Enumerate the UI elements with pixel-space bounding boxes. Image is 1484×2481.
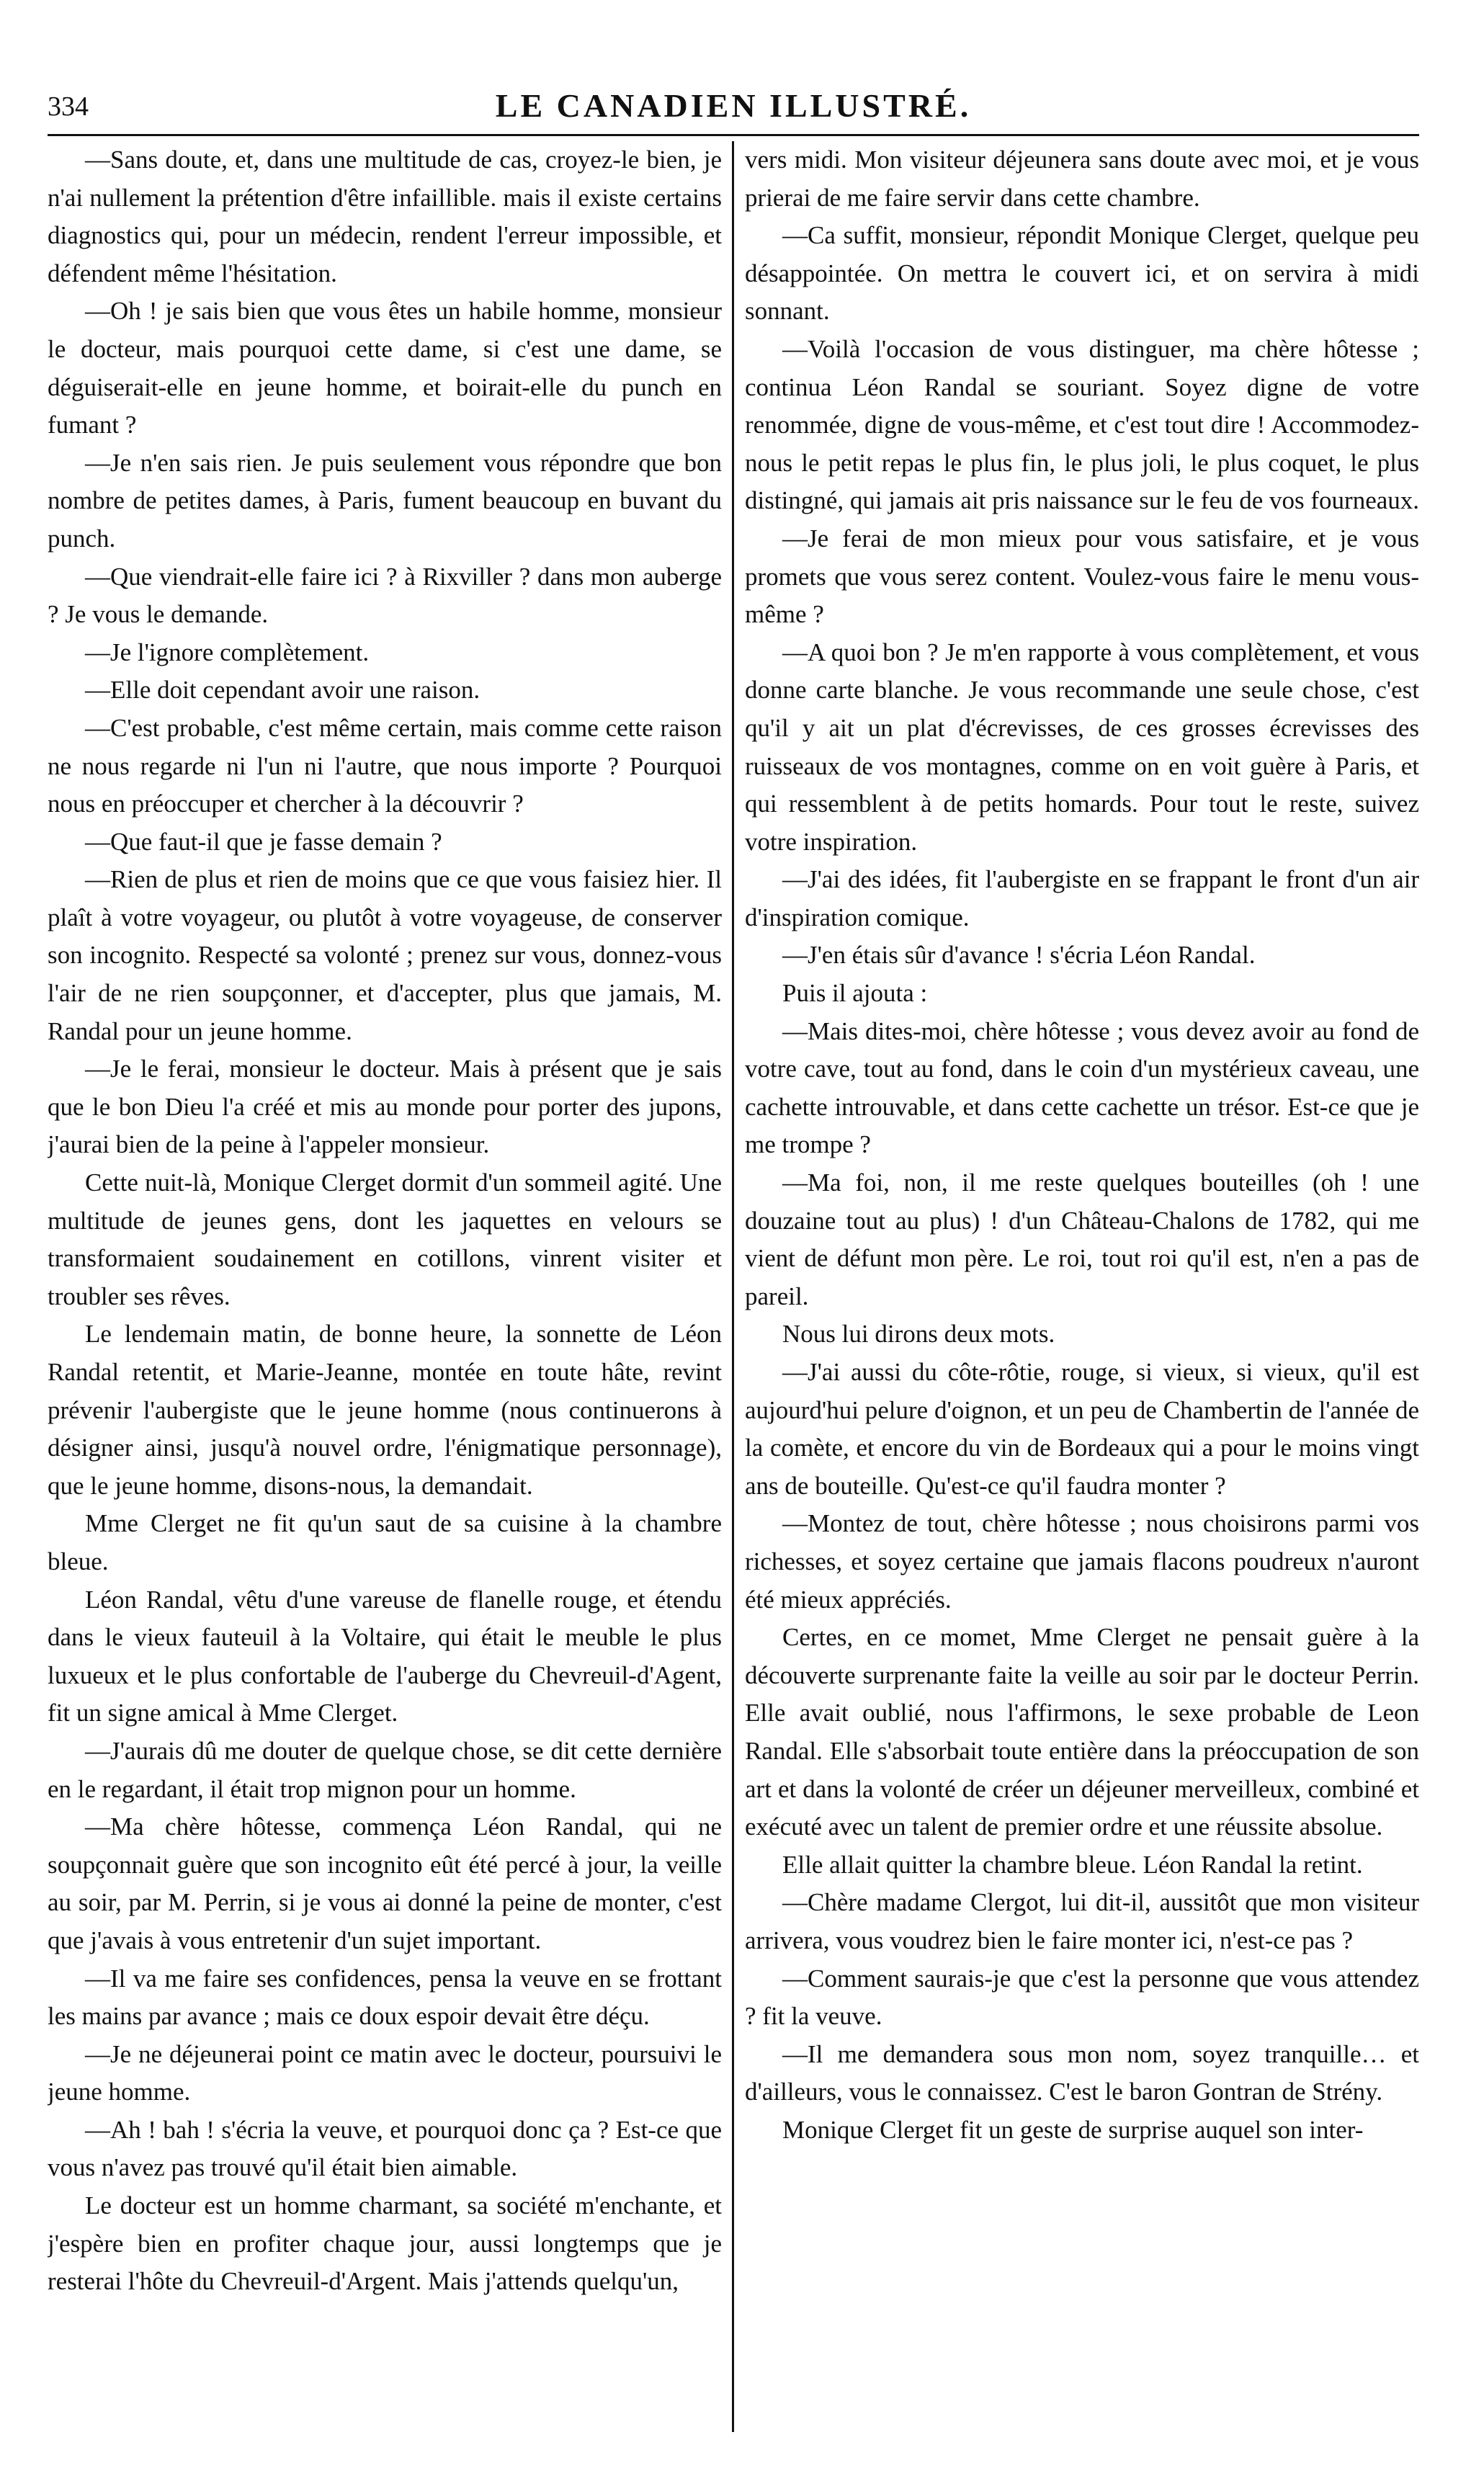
page-header	[48, 72, 1419, 137]
paragraph: Nous lui dirons deux mots.	[782, 1320, 1055, 1349]
paragraph: —Rien de plus et rien de moins que ce que vous faisiez hier. Il plaît à votre voyageur, ou plutôt à votre voyageuse, de conserver son incognito. Respecté sa volonté ; prenez sur vous, donnez-vous l'air de ne rien soupçonner, et d'accepter, plus que jamais, M. Randal pour un jeune homme.	[48, 865, 722, 1045]
paragraph: —J'ai aussi du côte-rôtie, rouge, si vieux, si vieux, qu'il est aujourd'hui pelure d'oignon, et un peu de Chambertin de l'année de la comète, et encore du vin de Bordeaux qui a pour le moins vingt ans de bouteille. Qu'est-ce qu'il faudra monter ?	[745, 1358, 1419, 1500]
header-rule	[48, 134, 1419, 136]
paragraph: —Que faut-il que je fasse demain ?	[85, 827, 442, 856]
paragraph: —Mais dites-moi, chère hôtesse ; vous devez avoir au fond de votre cave, tout au fond, dans le coin d'un mystérieux caveau, une cachette introuvable, et dans cette cachette un trésor. Est-ce que je me trompe ?	[745, 1016, 1419, 1159]
paragraph: —Voilà l'occasion de vous distinguer, ma chère hôtesse ; continua Léon Randal se souriant. Soyez digne de votre renommée, digne de vous-même, et c'est tout dire ! Accommodez-nous le petit repas le plus fin, le plus joli, le plus coquet, le plus distingné, qui jamais ait pris naissance sur le feu de vos fourneaux.	[745, 334, 1419, 515]
paragraph: —Il va me faire ses confidences, pensa la veuve en se frottant les mains par avance ; mais ce doux espoir devait être déçu.	[48, 1964, 722, 2031]
paragraph: —C'est probable, c'est même certain, mais comme cette raison ne nous regarde ni l'un ni l'autre, que nous importe ? Pourquoi nous en préoccuper et chercher à la découvrir ?	[48, 713, 722, 818]
paragraph: —Ca suffit, monsieur, répondit Monique Clerget, quelque peu désappointée. On mettra le couvert ici, et on servira à midi sonnant.	[745, 221, 1419, 326]
paragraph: Elle allait quitter la chambre bleue. Léon Randal la retint.	[782, 1850, 1363, 1879]
paragraph: —Montez de tout, chère hôtesse ; nous choisirons parmi vos richesses, et soyez certaine que jamais flacons poudreux n'auront été mieux appréciés.	[745, 1509, 1419, 1614]
paragraph: —Chère madame Clergot, lui dit-il, aussitôt que mon visiteur arrivera, vous voudrez bien le faire monter ici, n'est-ce pas ?	[745, 1888, 1419, 1954]
right-column	[745, 141, 1419, 2432]
paragraph: —J'ai des idées, fit l'aubergiste en se frappant le front d'un air d'inspiration comique.	[745, 865, 1419, 931]
paragraph: —J'en étais sûr d'avance ! s'écria Léon Randal.	[782, 941, 1256, 970]
paragraph: —Je le ferai, monsieur le docteur. Mais à présent que je sais que le bon Dieu l'a créé et mis au monde pour porter des jupons, j'aurai bien de la peine à l'appeler monsieur.	[48, 1055, 722, 1159]
paragraph: Mme Clerget ne fit qu'un saut de sa cuisine à la chambre bleue.	[48, 1509, 722, 1575]
paragraph: —Je l'ignore complètement.	[85, 638, 370, 666]
paragraph: —Elle doit cependant avoir une raison.	[85, 676, 480, 705]
paragraph: —Sans doute, et, dans une multitude de cas, croyez-le bien, je n'ai nullement la prétention d'être infaillible. mais il existe certains diagnostics qui, pour un médecin, rendent l'erreur impossible, et défendent même l'hésitation.	[48, 146, 722, 287]
paragraph: —Comment saurais-je que c'est la personne que vous attendez ? fit la veuve.	[745, 1964, 1419, 2031]
paragraph: —A quoi bon ? Je m'en rapporte à vous complètement, et vous donne carte blanche. Je vous recommande une seule chose, c'est qu'il y ait un plat d'écrevisses, de ces grosses écrevisses des ruisseaux de vos montagnes, comme on en voit guère à Paris, et qui ressemblent à de petits homards. Pour tout le reste, suivez votre inspiration.	[745, 638, 1419, 856]
paragraph: Le docteur est un homme charmant, sa société m'enchante, et j'espère bien en profiter chaque jour, aussi longtemps que je resterai l'hôte du Chevreuil-d'Argent. Mais j'attends quelqu'un,	[48, 2191, 722, 2296]
paragraph: Le lendemain matin, de bonne heure, la sonnette de Léon Randal retentit, et Marie-Jeanne, montée en toute hâte, revint prévenir l'aubergiste que le jeune homme (nous continuerons à désigner ainsi, jusqu'à nouvel ordre, l'énigmatique personnage), que le jeune homme, disons-nous, la demandait.	[48, 1320, 722, 1500]
paragraph: —Je ne déjeunerai point ce matin avec le docteur, poursuivi le jeune homme.	[48, 2039, 722, 2106]
paragraph: Cette nuit-là, Monique Clerget dormit d'un sommeil agité. Une multitude de jeunes gens, dont les jaquettes en velours se transformaient soudainement en cotillons, vinrent visiter et troubler ses rêves.	[48, 1168, 722, 1310]
paragraph: Léon Randal, vêtu d'une vareuse de flanelle rouge, et étendu dans le vieux fauteuil à la Voltaire, qui était le meuble le plus luxueux et le plus confortable de l'auberge du Chevreuil-d'Agent, fit un signe amical à Mme Clerget.	[48, 1585, 722, 1727]
paragraph: —Je ferai de mon mieux pour vous satisfaire, et je vous promets que vous serez content. Voulez-vous faire le menu vous-même ?	[745, 524, 1419, 629]
column-divider	[732, 141, 734, 2432]
paragraph: —Il me demandera sous mon nom, soyez tranquille… et d'ailleurs, vous le connaissez. C'est le baron Gontran de Strény.	[745, 2039, 1419, 2106]
paragraph: —Ah ! bah ! s'écria la veuve, et pourquoi donc ça ? Est-ce que vous n'avez pas trouvé qu'il était bien aimable.	[48, 2115, 722, 2182]
paragraph: —Oh ! je sais bien que vous êtes un habile homme, monsieur le docteur, mais pourquoi cette dame, si c'est une dame, se déguiserait-elle en jeune homme, et boirait-elle du punch en fumant ?	[48, 297, 722, 439]
paragraph: —Je n'en sais rien. Je puis seulement vous répondre que bon nombre de petites dames, à Paris, fument beaucoup en buvant du punch.	[48, 448, 722, 553]
paragraph: —Ma foi, non, il me reste quelques bouteilles (oh ! une douzaine tout au plus) ! d'un Château-Chalons de 1782, qui me vient de défunt mon père. Le roi, tout roi qu'il est, n'en a pas de pareil.	[745, 1168, 1419, 1310]
paragraph: vers midi. Mon visiteur déjeunera sans doute avec moi, et je vous prierai de me faire servir dans cette chambre.	[745, 146, 1419, 212]
journal-title: LE CANADIEN ILLUSTRÉ.	[495, 87, 972, 124]
paragraph: —J'aurais dû me douter de quelque chose, se dit cette dernière en le regardant, il était trop mignon pour un homme.	[48, 1736, 722, 1803]
page-number: 334	[48, 91, 89, 122]
paragraph: Puis il ajouta :	[782, 979, 928, 1008]
paragraph: —Ma chère hôtesse, commença Léon Randal, qui ne soupçonnait guère que son incognito eût été percé à jour, la veille au soir, par M. Perrin, si je vous ai donné la peine de monter, c'est que j'avais à vous entretenir d'un sujet important.	[48, 1812, 722, 1954]
paragraph: Certes, en ce momet, Mme Clerget ne pensait guère à la découverte surprenante faite la veille au soir par le docteur Perrin. Elle avait oublié, nous l'affirmons, le sexe probable de Leon Randal. Elle s'absorbait toute entière dans la préoccupation de son art et dans la volonté de créer un déjeuner merveilleux, combiné et exécuté avec un talent de premier ordre et une réussite absolue.	[745, 1623, 1419, 1841]
paragraph: —Que viendrait-elle faire ici ? à Rixviller ? dans mon auberge ? Je vous le demande.	[48, 562, 722, 629]
paragraph: Monique Clerget fit un geste de surprise auquel son inter-	[782, 2115, 1364, 2144]
left-column	[48, 141, 722, 2432]
